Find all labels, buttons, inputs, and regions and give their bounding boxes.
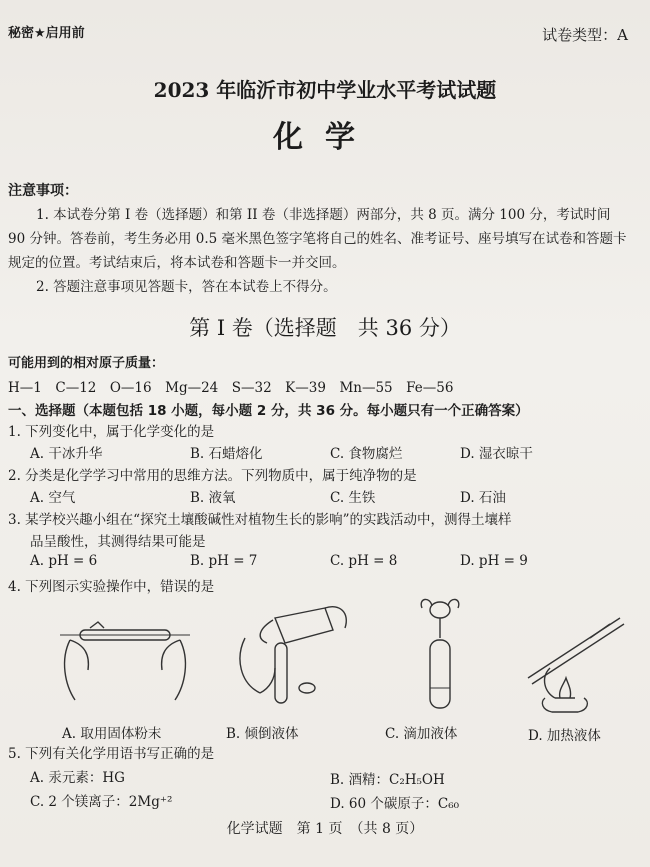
part-heading: 一、选择题（本题包括 18 小题，每小题 2 分，共 36 分。每小题只有一个正确答案） (8, 403, 529, 419)
q3-option-d: D. pH = 9 (460, 553, 528, 569)
q1-option-a: A. 干冰升华 (30, 446, 103, 462)
page-footer: 化学试题 第 1 页 （共 8 页） (226, 821, 424, 837)
q3-option-b: B. pH = 7 (190, 553, 258, 569)
question-5-stem: 5. 下列有关化学用语书写正确的是 (8, 746, 215, 762)
notice-heading: 注意事项： (8, 183, 78, 199)
q3-option-a: A. pH = 6 (30, 553, 98, 569)
q4-option-c: C. 滴加液体 (385, 726, 458, 742)
q4-option-a: A. 取用固体粉末 (62, 726, 162, 742)
q1-option-c: C. 食物腐烂 (330, 446, 403, 462)
q4-option-d: D. 加热液体 (528, 728, 601, 744)
q1-option-d: D. 湿衣晾干 (460, 446, 533, 462)
figure-powder-sampling (50, 600, 200, 710)
q5-option-d: D. 60 个碳原子：C₆₀ (330, 796, 460, 812)
atomic-mass-values: H—1 C—12 O—16 Mg—24 S—32 K—39 Mn—55 Fe—56 (8, 380, 454, 396)
question-3-stem-line1: 3. 某学校兴趣小组在“探究土壤酸碱性对植物生长的影响”的实践活动中，测得土壤样 (8, 512, 512, 528)
subject-title: 化学 (273, 120, 377, 155)
question-3-stem-line2: 品呈酸性，其测得结果可能是 (30, 534, 206, 550)
q2-option-c: C. 生铁 (330, 490, 376, 506)
q1-option-b: B. 石蜡熔化 (190, 446, 263, 462)
paper-type-label: 试卷类型：A (542, 26, 628, 44)
exam-title: 2023 年临沂市初中学业水平考试试题 (153, 78, 497, 102)
q5-option-c: C. 2 个镁离子：2Mg⁺² (30, 794, 173, 810)
q2-option-a: A. 空气 (30, 490, 76, 506)
q5-option-b: B. 酒精：C₂H₅OH (330, 772, 445, 788)
q4-option-b: B. 倾倒液体 (226, 726, 299, 742)
notice-item-1: 1. 本试卷分第 I 卷（选择题）和第 II 卷（非选择题）两部分，共 8 页。满分 100 分，考试时间 90 分钟。答卷前，考生务必用 0.5 毫米黑色签字笔将自己的姓名、准考证号、座号填写在试卷和答题卡规定的位置。考试结束后，将本试卷和答题卡一并交回。 (8, 207, 627, 271)
figure-heating-liquid (520, 598, 630, 716)
figure-pouring-liquid (215, 598, 355, 710)
q2-option-b: B. 液氧 (190, 490, 236, 506)
question-2-stem: 2. 分类是化学学习中常用的思维方法。下列物质中，属于纯净物的是 (8, 468, 417, 484)
notice-item-2: 2. 答题注意事项见答题卡，答在本试卷上不得分。 (36, 279, 337, 295)
section-title: 第 I 卷（选择题 共 36 分） (189, 316, 461, 340)
secret-label: 秘密★启用前 (8, 26, 85, 41)
question-4-stem: 4. 下列图示实验操作中，错误的是 (8, 579, 215, 595)
q3-option-c: C. pH = 8 (330, 553, 398, 569)
question-1-stem: 1. 下列变化中，属于化学变化的是 (8, 424, 215, 440)
figure-dropping-liquid (400, 598, 480, 713)
atomic-mass-heading: 可能用到的相对原子质量： (8, 356, 165, 371)
q2-option-d: D. 石油 (460, 490, 506, 506)
q5-option-a: A. 汞元素：HG (30, 770, 125, 786)
